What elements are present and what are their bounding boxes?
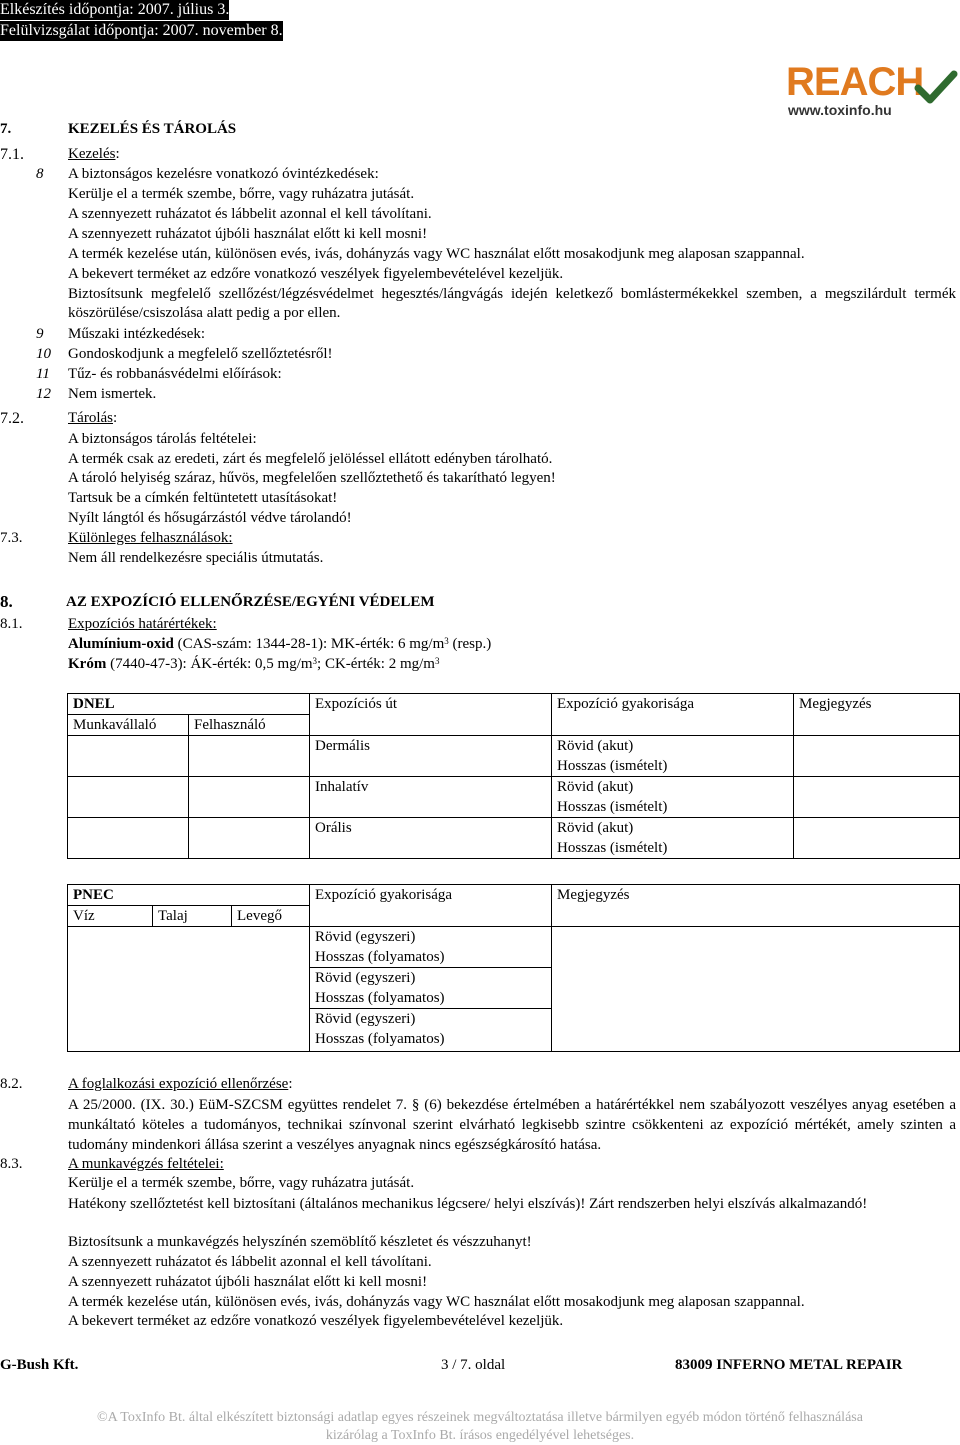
section-8-3-title: A munkavégzés feltételei: (68, 1156, 224, 1172)
header-revised: Felülvizsgálat időpontja: 2007. november 8. (0, 22, 283, 39)
table-row (68, 818, 960, 859)
header-created: Elkészítés időpontja: 2007. július 3. (0, 1, 230, 18)
note-header: Megjegyzés (794, 694, 960, 736)
table-cell (189, 777, 310, 818)
frequency-header: Expozíció gyakorisága (310, 885, 552, 906)
section-7-1-heading (68, 145, 120, 164)
footer-copyright-2: kizárólag a ToxInfo Bt. írásos engedélyével lehetséges. (325, 1428, 635, 1443)
frequency-short: Rövid (akut) (557, 820, 634, 836)
work-condition-line: A szennyezett ruházatot és lábbelit azonnal el kell távolítani. (68, 1254, 432, 1270)
section-7-1-title: Kezelés (68, 146, 116, 162)
handling-line: A szennyezett ruházatot újbóli használat előtt ki kell mosni! (68, 226, 428, 242)
work-condition-line: A szennyezett ruházatot újbóli használat előtt ki kell mosni! (68, 1274, 428, 1290)
frequency-cell (310, 1009, 552, 1052)
table-cell (794, 736, 960, 777)
frequency-cell (310, 927, 552, 968)
work-condition-line: A bekevert terméket az edzőre vonatkozó veszélyek figyelembevételével kezeljük. (68, 1313, 564, 1329)
item-12-text: Nem ismertek. (68, 386, 157, 402)
frequency-cell (552, 736, 794, 777)
pnec-header: PNEC (68, 885, 310, 906)
frequency-long: Hosszas (folyamatos) (315, 1031, 445, 1047)
table-cell (552, 906, 960, 927)
frequency-long: Hosszas (ismételt) (557, 840, 668, 856)
section-7-title: KEZELÉS ÉS TÁROLÁS (68, 121, 237, 137)
handling-line: A termék kezelése után, különösen evés, ivás, dohányzás vagy WC használat előtt mosakodjunk meg alaposan szappannal. (68, 246, 805, 262)
substance-name: Alumínium-oxid (68, 636, 174, 652)
limit-text: (resp.) (448, 636, 492, 652)
table-cell (68, 777, 189, 818)
table-cell (68, 818, 189, 859)
storage-line: A biztonságos tárolás feltételei: (68, 431, 257, 447)
section-7-2-colon: : (112, 410, 118, 426)
table-row (68, 906, 960, 927)
item-12-number: 12 (36, 386, 51, 402)
table-cell (310, 906, 552, 927)
frequency-header: Expozíció gyakorisága (552, 694, 794, 736)
frequency-short: Rövid (egyszeri) (315, 1011, 416, 1027)
frequency-long: Hosszas (ismételt) (557, 799, 668, 815)
superscript: 3 (444, 636, 449, 646)
frequency-short: Rövid (egyszeri) (315, 929, 416, 945)
frequency-short: Rövid (akut) (557, 738, 634, 754)
section-7-3-title: Különleges felhasználások: (68, 530, 233, 546)
section-7-1-colon: : (115, 146, 120, 162)
air-header: Levegő (232, 906, 310, 927)
limit-text: (CAS-szám: 1344-28-1): MK-érték: 6 mg/m (173, 636, 445, 652)
storage-line: Nyílt lángtól és hősugárzástól védve tárolandó! (68, 510, 352, 526)
section-8-title: AZ EXPOZÍCIÓ ELLENŐRZÉSE/EGYÉNI VÉDELEM (66, 594, 435, 610)
frequency-short: Rövid (egyszeri) (315, 970, 416, 986)
frequency-long: Hosszas (folyamatos) (315, 949, 445, 965)
logo-url: www.toxinfo.hu (788, 102, 892, 118)
frequency-cell (552, 818, 794, 859)
table-row (68, 885, 960, 906)
user-header: Felhasználó (189, 715, 310, 736)
reach-logo (786, 60, 958, 122)
section-7-2-title: Tárolás (68, 410, 113, 426)
table-row (68, 694, 960, 715)
section-8-2-paragraph: A 25/2000. (IX. 30.) EüM-SZCSM együttes rendelet 7. § (6) bekezdése értelmében a határértékkel nem szabályozott veszélyes anyag esetében a munkáltató köteles a tudományos, technikai színvonal szerint elvárható legkisebb szintre csökkenteni az expozíció mértékét, amely szinten a tudomány mindenkori állása szerint a veszélyes anyagnak nincs egészségkárosító hatása. (68, 1097, 956, 1153)
dnel-header: DNEL (68, 694, 310, 715)
table-cell (794, 777, 960, 818)
handling-line: Kerülje el a termék szembe, bőrre, vagy ruházatra jutását. (68, 186, 415, 202)
section-8-1-title: Expozíciós határértékek: (68, 616, 217, 632)
route-cell: Inhalatív (310, 777, 552, 818)
dnel-table (67, 693, 960, 859)
work-condition-line: A termék kezelése után, különösen evés, ivás, dohányzás vagy WC használat előtt mosakodjunk meg alaposan szappannal. (68, 1294, 805, 1310)
table-cell (189, 736, 310, 777)
item-8-text: A biztonságos kezelésre vonatkozó óvintézkedések: (68, 166, 379, 182)
section-7-1-number: 7.1. (0, 146, 24, 163)
table-row (68, 777, 960, 818)
frequency-short: Rövid (akut) (557, 779, 634, 795)
frequency-cell (552, 777, 794, 818)
section-8-number: 8. (0, 592, 13, 611)
section-8-1-number: 8.1. (0, 616, 23, 632)
logo-text: REACH (786, 60, 924, 104)
section-8-2-number: 8.2. (0, 1076, 23, 1092)
table-cell (189, 818, 310, 859)
section-7-2-number: 7.2. (0, 410, 24, 427)
item-10-text: Gondoskodjunk a megfelelő szellőztetésről! (68, 346, 333, 362)
table-cell (552, 927, 960, 1052)
handling-paragraph: Biztosítsunk megfelelő szellőzést/légzésvédelmet hegesztés/lángvágás idején keletkező bomlástermékekkel szemben, a megszilárdult termék köszörülése/csiszolása alatt pedig a por ellen. (68, 286, 956, 321)
frequency-long: Hosszas (ismételt) (557, 758, 668, 774)
footer-page-number: 3 / 7. oldal (441, 1357, 506, 1373)
storage-line: A tároló helyiség száraz, hűvös, megfelelően szellőztethető és takarítható legyen! (68, 470, 556, 486)
storage-line: Tartsuk be a címkén feltüntetett utasításokat! (68, 490, 338, 506)
section-7-number: 7. (0, 121, 12, 137)
handling-line: A bekevert terméket az edzőre vonatkozó veszélyek figyelembevételével kezeljük. (68, 266, 564, 282)
item-9-number: 9 (36, 326, 44, 342)
work-condition-line: Biztosítsunk a munkavégzés helyszínén szemöblítő készletet és vészzuhanyt! (68, 1234, 532, 1250)
note-header: Megjegyzés (552, 885, 960, 906)
route-header: Expozíciós út (310, 694, 552, 736)
table-cell (68, 927, 310, 1052)
limit-aluminium-oxide (68, 635, 491, 654)
section-8-2-title: A foglalkozási expozíció ellenőrzése (68, 1076, 289, 1092)
section-8-3-number: 8.3. (0, 1156, 23, 1172)
pnec-table (67, 884, 960, 1052)
route-cell: Dermális (310, 736, 552, 777)
item-8-number: 8 (36, 166, 44, 182)
route-cell: Orális (310, 818, 552, 859)
superscript: 3 (312, 656, 318, 666)
section-7-2-heading (68, 409, 117, 428)
work-condition-paragraph: Hatékony szellőztetést kell biztosítani (általános mechanikus légcsere/ helyi elszívás)! Zárt rendszerben helyi elszívás alkalmazandó! (68, 1196, 868, 1212)
checkmark-icon (914, 70, 958, 106)
table-row (68, 736, 960, 777)
limit-text: (7440-47-3): ÁK-érték: 0,5 mg/m (106, 656, 313, 672)
water-header: Víz (68, 906, 153, 927)
limit-chromium (68, 655, 439, 674)
item-10-number: 10 (36, 346, 51, 362)
section-8-2-colon: : (288, 1076, 293, 1092)
footer-copyright-1: ©A ToxInfo Bt. által elkészített biztonsági adatlap egyes részeinek megváltoztatása illetve bármilyen egyéb módon történő felhasználása (97, 1410, 863, 1425)
section-7-3-text: Nem áll rendelkezésre speciális útmutatás. (68, 550, 324, 566)
item-11-text: Tűz- és robbanásvédelmi előírások: (68, 366, 282, 382)
limit-text: ; CK-érték: 2 mg/m (317, 656, 435, 672)
soil-header: Talaj (153, 906, 232, 927)
footer-company: G-Bush Kft. (0, 1357, 79, 1373)
substance-name: Króm (68, 656, 107, 672)
storage-line: A termék csak az eredeti, zárt és megfelelő jelöléssel ellátott edényben tárolható. (68, 451, 553, 467)
footer-product: 83009 INFERNO METAL REPAIR (675, 1357, 903, 1373)
item-11-number: 11 (36, 366, 50, 382)
handling-line: A szennyezett ruházatot és lábbelit azonnal el kell távolítani. (68, 206, 432, 222)
frequency-long: Hosszas (folyamatos) (315, 990, 445, 1006)
section-7-3-number: 7.3. (0, 530, 23, 546)
frequency-cell (310, 968, 552, 1009)
superscript: 3 (434, 656, 440, 666)
worker-header: Munkavállaló (68, 715, 189, 736)
table-cell (68, 736, 189, 777)
table-row (68, 927, 960, 968)
table-cell (794, 818, 960, 859)
item-9-text: Műszaki intézkedések: (68, 326, 206, 342)
work-condition-line: Kerülje el a termék szembe, bőrre, vagy ruházatra jutását. (68, 1175, 415, 1191)
section-8-2-heading (68, 1075, 293, 1094)
